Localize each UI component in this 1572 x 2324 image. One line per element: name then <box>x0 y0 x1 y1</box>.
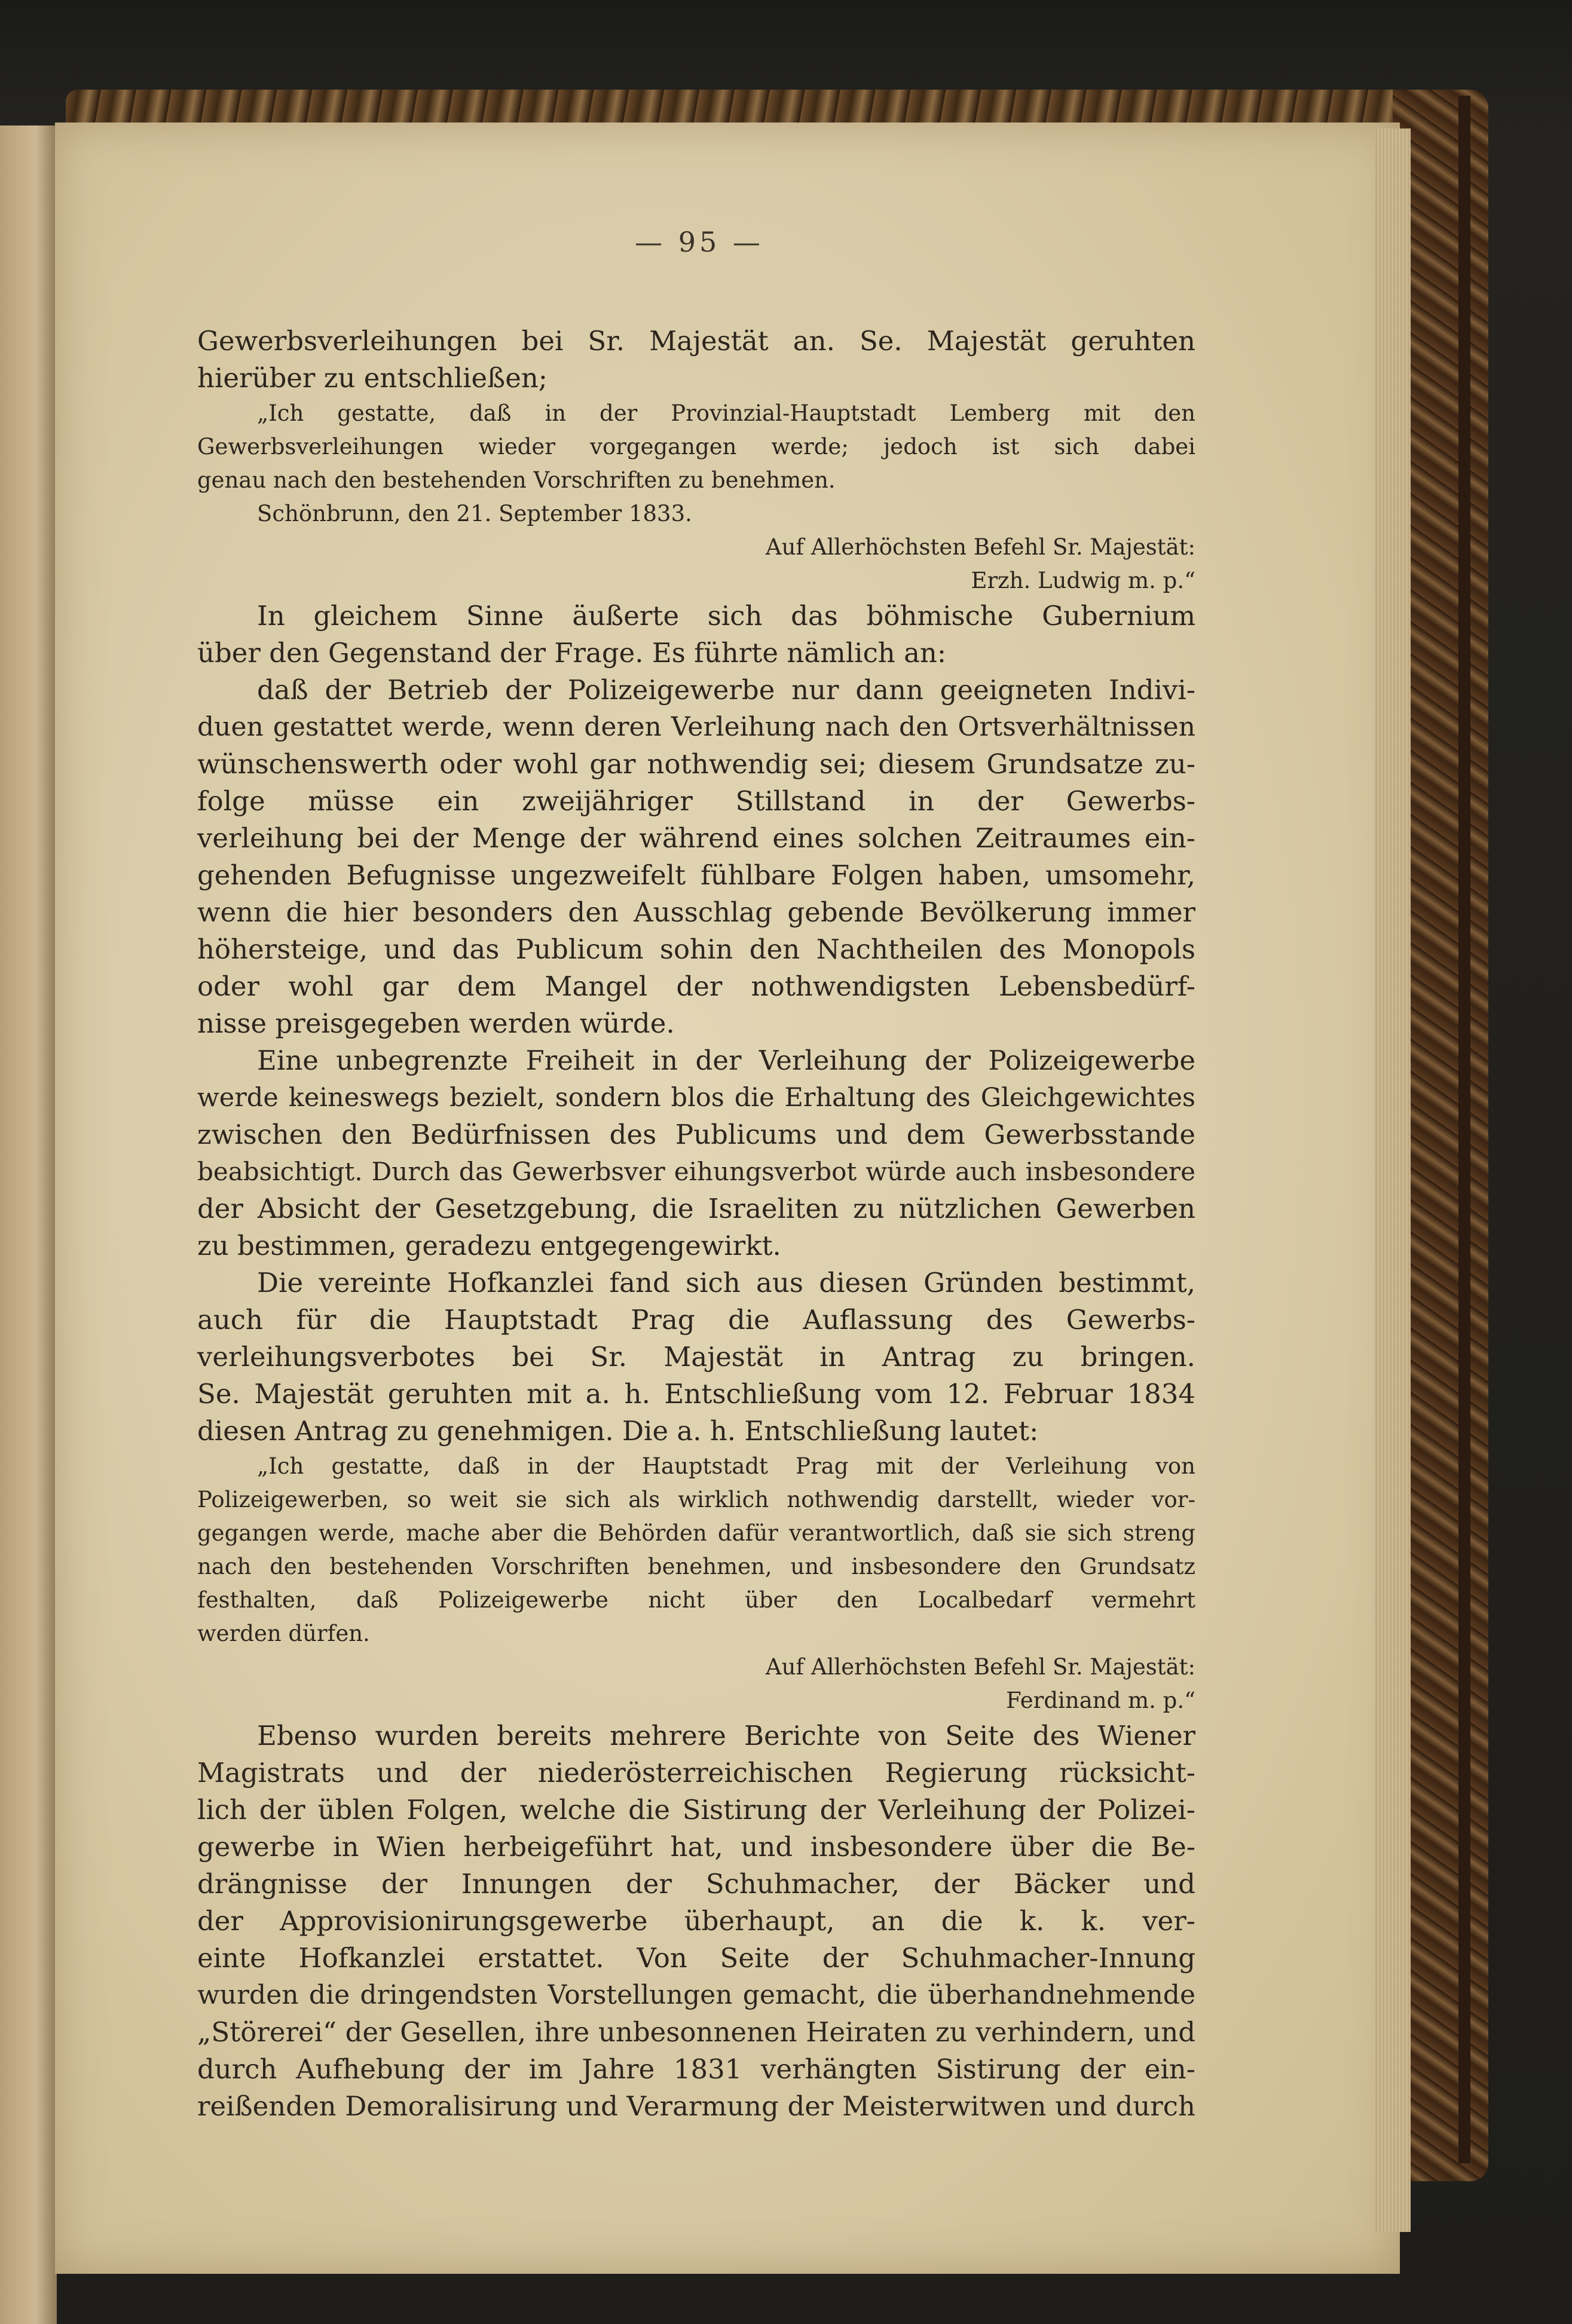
text-line: wünschenswerth oder wohl gar nothwendig sei; diesem Grundsatze zu- <box>197 748 1195 780</box>
text-line: durch Aufhebung der im Jahre 1831 verhängten Sistirung der ein- <box>197 2053 1195 2085</box>
text-line: Gewerbsverleihungen bei Sr. Majestät an. Se. Majestät geruhten <box>197 325 1195 357</box>
text-line: verleihungsverbotes bei Sr. Majestät in Antrag zu bringen. <box>197 1341 1195 1373</box>
text-line: daß der Betrieb der Polizeigewerbe nur dann geeigneten Indivi- <box>257 674 1195 706</box>
text-line: Ebenso wurden bereits mehrere Berichte von Seite des Wiener <box>257 1720 1195 1752</box>
text-line: Schönbrunn, den 21. September 1833. <box>257 501 692 526</box>
text-line: auch für die Hauptstadt Prag die Auflassung des Gewerbs- <box>197 1304 1195 1336</box>
text-line: duen gestattet werde, wenn deren Verleihung nach den Ortsverhältnissen <box>197 712 1195 742</box>
text-line: Ferdinand m. p.“ <box>1006 1688 1195 1713</box>
book-cover-edge <box>1458 96 1470 2163</box>
text-line: genau nach den bestehenden Vorschriften zu benehmen. <box>197 467 836 493</box>
text-line: „Ich gestatte, daß in der Hauptstadt Prag mit der Verleihung von <box>257 1453 1195 1479</box>
text-line: Eine unbegrenzte Freiheit in der Verleihung der Polizeigewerbe <box>257 1045 1195 1076</box>
text-line: werde keineswegs bezielt, sondern blos die Erhaltung des Gleichgewichtes <box>197 1083 1195 1113</box>
text-line: hierüber zu entschließen; <box>197 362 548 394</box>
text-line: Auf Allerhöchsten Befehl Sr. Majestät: <box>765 534 1195 560</box>
text-line: folge müsse ein zweijähriger Stillstand in der Gewerbs- <box>197 785 1195 817</box>
text-line: reißenden Demoralisirung und Verarmung der Meisterwitwen und durch <box>197 2090 1195 2122</box>
text-line: der Absicht der Gesetzgebung, die Israeliten zu nützlichen Gewerben <box>197 1193 1195 1224</box>
text-line: nach den bestehenden Vorschriften benehmen, und insbesondere den Grundsatz <box>197 1554 1195 1579</box>
text-line: festhalten, daß Polizeigewerbe nicht über den Localbedarf vermehrt <box>197 1587 1195 1613</box>
text-line: wenn die hier besonders den Ausschlag gebende Bevölkerung immer <box>197 896 1195 928</box>
page-stack-edges <box>1375 128 1411 2232</box>
text-line: der Approvisionirungsgewerbe überhaupt, an die k. k. ver- <box>197 1905 1195 1937</box>
text-line: beabsichtigt. Durch das Gewerbsver eihungsverbot würde auch insbesondere <box>197 1157 1195 1186</box>
text-line: drängnisse der Innungen der Schuhmacher, der Bäcker und <box>197 1868 1195 1900</box>
text-line: Auf Allerhöchsten Befehl Sr. Majestät: <box>765 1654 1195 1680</box>
text-line: In gleichem Sinne äußerte sich das böhmische Gubernium <box>257 600 1195 632</box>
text-line: wurden die dringendsten Vorstellungen gemacht, die überhandnehmende <box>197 1980 1195 2010</box>
text-line: gehenden Befugnisse ungezweifelt fühlbare Folgen haben, umsomehr, <box>197 859 1195 891</box>
text-line: einte Hofkanzlei erstattet. Von Seite der Schuhmacher-Innung <box>197 1942 1195 1974</box>
text-line: diesen Antrag zu genehmigen. Die a. h. Entschließung lautet: <box>197 1415 1039 1447</box>
book-cover-top-edge <box>66 90 1470 125</box>
text-line: gegangen werde, mache aber die Behörden dafür verantwortlich, daß sie sich streng <box>197 1520 1195 1546</box>
text-line: „Ich gestatte, daß in der Provinzial-Hauptstadt Lemberg mit den <box>257 400 1195 426</box>
page-text-body <box>197 323 1195 2125</box>
text-line: zu bestimmen, geradezu entgegengewirkt. <box>197 1230 781 1261</box>
text-line: Polizeigewerben, so weit sie sich als wirklich nothwendig darstellt, wieder vor- <box>197 1487 1195 1512</box>
text-line: verleihung bei der Menge der während eines solchen Zeitraumes ein- <box>197 822 1195 854</box>
text-line: gewerbe in Wien herbeigeführt hat, und insbesondere über die Be- <box>197 1831 1195 1863</box>
text-line: höhersteige, und das Publicum sohin den Nachtheilen des Monopols <box>197 933 1195 965</box>
text-line: zwischen den Bedürfnissen des Publicums und dem Gewerbsstande <box>197 1119 1195 1150</box>
text-line: werden dürfen. <box>197 1621 370 1646</box>
page-number: — 95 — <box>635 226 764 258</box>
text-line: nisse preisgegeben werden würde. <box>197 1008 675 1039</box>
text-line: Gewerbsverleihungen wieder vorgegangen werde; jedoch ist sich dabei <box>197 434 1195 460</box>
previous-page-edge <box>0 125 57 2324</box>
text-line: oder wohl gar dem Mangel der nothwendigsten Lebensbedürf- <box>197 970 1195 1002</box>
text-line: lich der üblen Folgen, welche die Sistirung der Verleihung der Polizei- <box>197 1794 1195 1826</box>
text-line: Se. Majestät geruhten mit a. h. Entschließung vom 12. Februar 1834 <box>197 1378 1195 1410</box>
text-line: über den Gegenstand der Frage. Es führte nämlich an: <box>197 637 947 669</box>
text-line: Magistrats und der niederösterreichischen Regierung rücksicht- <box>197 1757 1195 1789</box>
text-line: Erzh. Ludwig m. p.“ <box>971 568 1195 593</box>
text-line: Die vereinte Hofkanzlei fand sich aus diesen Gründen bestimmt, <box>257 1267 1195 1299</box>
text-line: „Störerei“ der Gesellen, ihre unbesonnenen Heiraten zu verhindern, und <box>197 2016 1195 2048</box>
